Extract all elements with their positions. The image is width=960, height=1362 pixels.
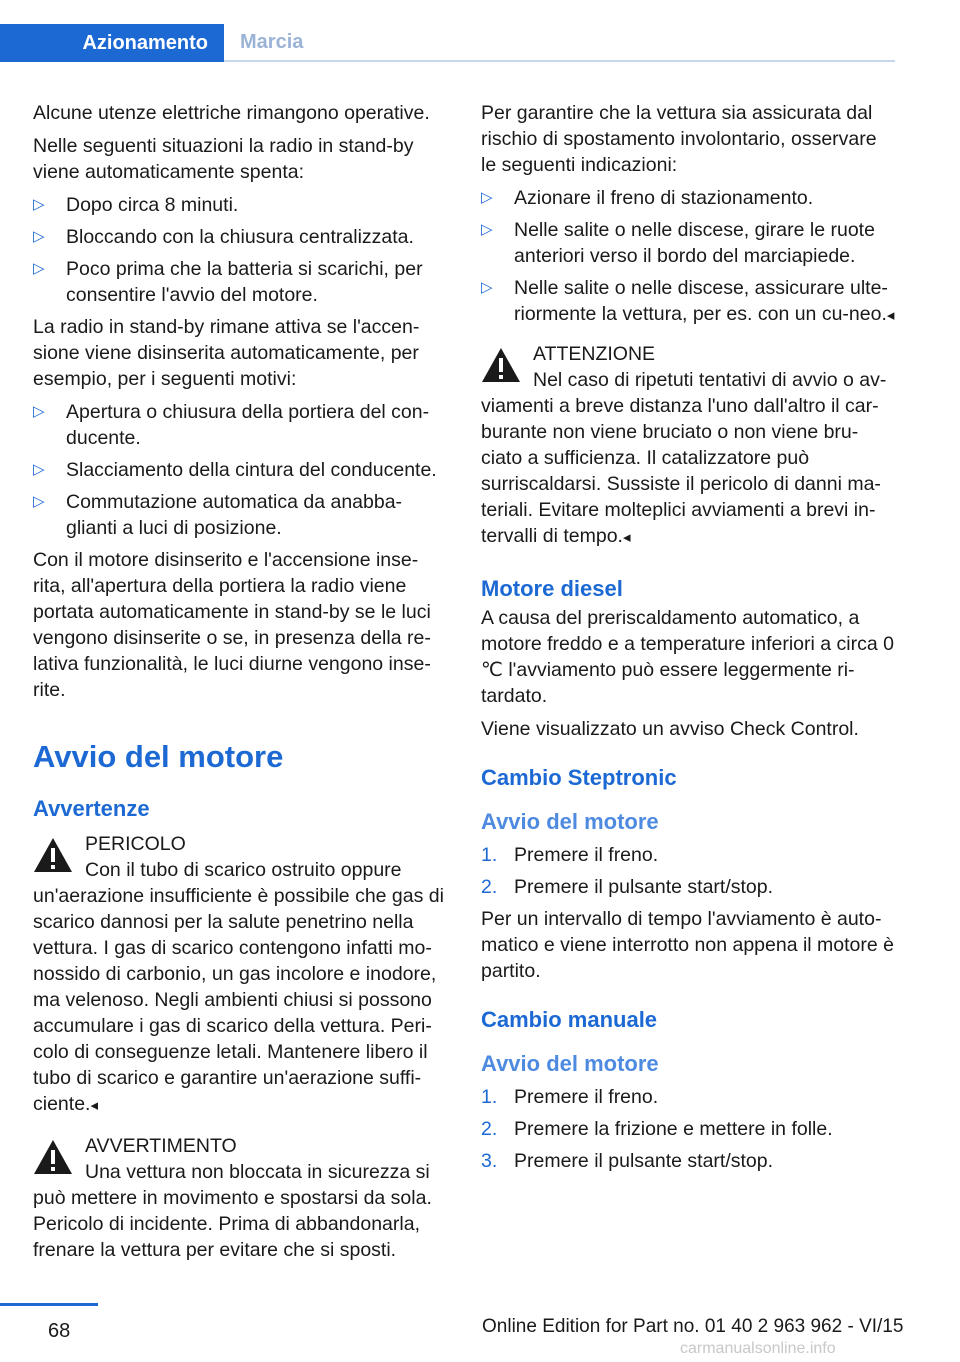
warning-block bbox=[33, 831, 448, 1119]
header-tabs bbox=[0, 24, 895, 62]
tab-azionamento[interactable]: Azionamento bbox=[0, 24, 224, 62]
end-mark: ◂ bbox=[622, 529, 631, 546]
paragraph: Per garantire che la vettura sia assicurata dal rischio di spostamento involontario, osservare le seguenti indicazioni: bbox=[481, 102, 877, 176]
warning-title: ATTENZIONE bbox=[533, 343, 656, 365]
paragraph: A causa del preriscaldamento automatico, a motore freddo e a temperature inferiori a circa 0 ℃ l'avviamento può essere leggermente ri-tardato. bbox=[481, 607, 894, 707]
watermark: carmanualsonline.info bbox=[680, 1340, 836, 1357]
bullet-list bbox=[481, 185, 896, 329]
list-item: ▷ Commutazione automatica da anabba-glianti a luci di posizione. bbox=[33, 489, 448, 541]
list-item: 3. Premere il pulsante start/stop. bbox=[481, 1150, 774, 1172]
list-item: 1. Premere il freno. bbox=[481, 844, 659, 866]
list-item: ▷ Apertura o chiusura della portiera del con-ducente. bbox=[33, 399, 448, 451]
warning-block bbox=[481, 341, 896, 551]
list-item: ▷ Bloccando con la chiusura centralizzata. bbox=[33, 224, 448, 250]
warning-block bbox=[33, 1133, 448, 1263]
paragraph: La radio in stand-by rimane attiva se l'accen-sione viene disinserita automaticamente, per esempio, per i seguenti motivi: bbox=[33, 316, 420, 390]
warning-triangle-icon bbox=[33, 1139, 73, 1175]
bullet-list bbox=[33, 192, 448, 308]
bullet-list bbox=[33, 399, 448, 541]
paragraph: Viene visualizzato un avviso Check Control. bbox=[481, 718, 859, 740]
subsection-title: Motore diesel bbox=[481, 576, 623, 601]
left-column bbox=[33, 100, 448, 1277]
paragraph: Con il motore disinserito e l'accensione inse-rita, all'apertura della portiera la radio viene portata automaticamente in stand-by se le luci vengono disinserite o se, in presenza della re-lativa funzionalità, le luci diurne vengono inse-rite. bbox=[33, 549, 431, 701]
end-mark: ◂ bbox=[90, 1097, 98, 1114]
right-column bbox=[481, 100, 896, 1180]
edition-note: Online Edition for Part no. 01 40 2 963 962 - VI/15 bbox=[482, 1316, 904, 1337]
step-number: 1. bbox=[481, 1086, 498, 1108]
list-item: 1. Premere il freno. bbox=[481, 1086, 659, 1108]
subsubsection-title: Avvio del motore bbox=[481, 809, 659, 834]
section-title: Avvio del motore bbox=[33, 739, 284, 774]
end-mark: ◂ bbox=[886, 307, 895, 324]
paragraph: Per un intervallo di tempo l'avviamento è auto-matico e viene interrotto non appena il motore è partito. bbox=[481, 908, 894, 982]
warning-text: Con il tubo di scarico ostruito oppure un'aerazione insufficiente è possibile che gas di scarico dannosi per la salute penetrino nella vettura. I gas di scarico contengono infatti mo-nossido di carbonio, un gas incolore e inodore, ma velenoso. Negli ambienti chiusi si possono accumulare i gas di scarico della vettura. Peri-colo di conseguenze letali. Mantenere libero il tubo di scarico e garantire un'aerazione suffi-ciente.◂ bbox=[33, 859, 444, 1115]
footer-line bbox=[0, 1303, 98, 1306]
warning-text: Una vettura non bloccata in sicurezza si può mettere in movimento e spostarsi da sola. Pericolo di incidente. Prima di abbandonarla, frenare la vettura per evitare che si sposti. bbox=[33, 1161, 432, 1261]
warning-triangle-icon bbox=[33, 837, 73, 873]
warning-title: AVVERTIMENTO bbox=[85, 1135, 237, 1157]
warning-text: Nel caso di ripetuti tentativi di avvio o av-viamenti a breve distanza l'uno dall'altro il car-burante non viene bruciato o non viene bru-ciato a sufficienza. Il catalizzatore può surriscaldarsi. Sussiste il pericolo di danni ma-teriali. Evitare molteplici avviamenti a brevi in-tervalli di tempo.◂ bbox=[481, 369, 887, 547]
paragraph: Nelle seguenti situazioni la radio in stand-by viene automaticamente spenta: bbox=[33, 135, 414, 183]
numbered-list bbox=[481, 1084, 896, 1174]
list-item: ▷ Nelle salite o nelle discese, girare le ruote anteriori verso il bordo del marciapiede. bbox=[481, 217, 896, 269]
list-item: ▷ Azionare il freno di stazionamento. bbox=[481, 185, 896, 211]
subsection-title: Cambio Steptronic bbox=[481, 765, 677, 790]
tab-marcia[interactable]: Marcia bbox=[240, 31, 304, 53]
list-item: ▷ Slacciamento della cintura del conducente. bbox=[33, 457, 448, 483]
subsection-title: Avvertenze bbox=[33, 796, 150, 821]
subsection-title: Cambio manuale bbox=[481, 1007, 658, 1032]
step-number: 2. bbox=[481, 1118, 498, 1140]
list-item: ▷ Dopo circa 8 minuti. bbox=[33, 192, 448, 218]
warning-triangle-icon bbox=[481, 347, 521, 383]
page-number: 68 bbox=[48, 1320, 71, 1342]
list-item: ▷ Poco prima che la batteria si scarichi, per consentire l'avvio del motore. bbox=[33, 256, 448, 308]
list-item: ▷ Nelle salite o nelle discese, assicurare ulte-riormente la vettura, per es. con un cu-neo.◂ bbox=[481, 275, 896, 329]
list-item: 2. Premere il pulsante start/stop. bbox=[481, 876, 774, 898]
paragraph: Alcune utenze elettriche rimangono operative. bbox=[33, 102, 430, 124]
numbered-list bbox=[481, 842, 896, 900]
warning-title: PERICOLO bbox=[85, 833, 186, 855]
subsubsection-title: Avvio del motore bbox=[481, 1051, 659, 1076]
step-number: 2. bbox=[481, 876, 498, 898]
step-number: 3. bbox=[481, 1150, 498, 1172]
tab-underline bbox=[224, 60, 895, 62]
step-number: 1. bbox=[481, 844, 498, 866]
list-item: 2. Premere la frizione e mettere in folle. bbox=[481, 1118, 833, 1140]
